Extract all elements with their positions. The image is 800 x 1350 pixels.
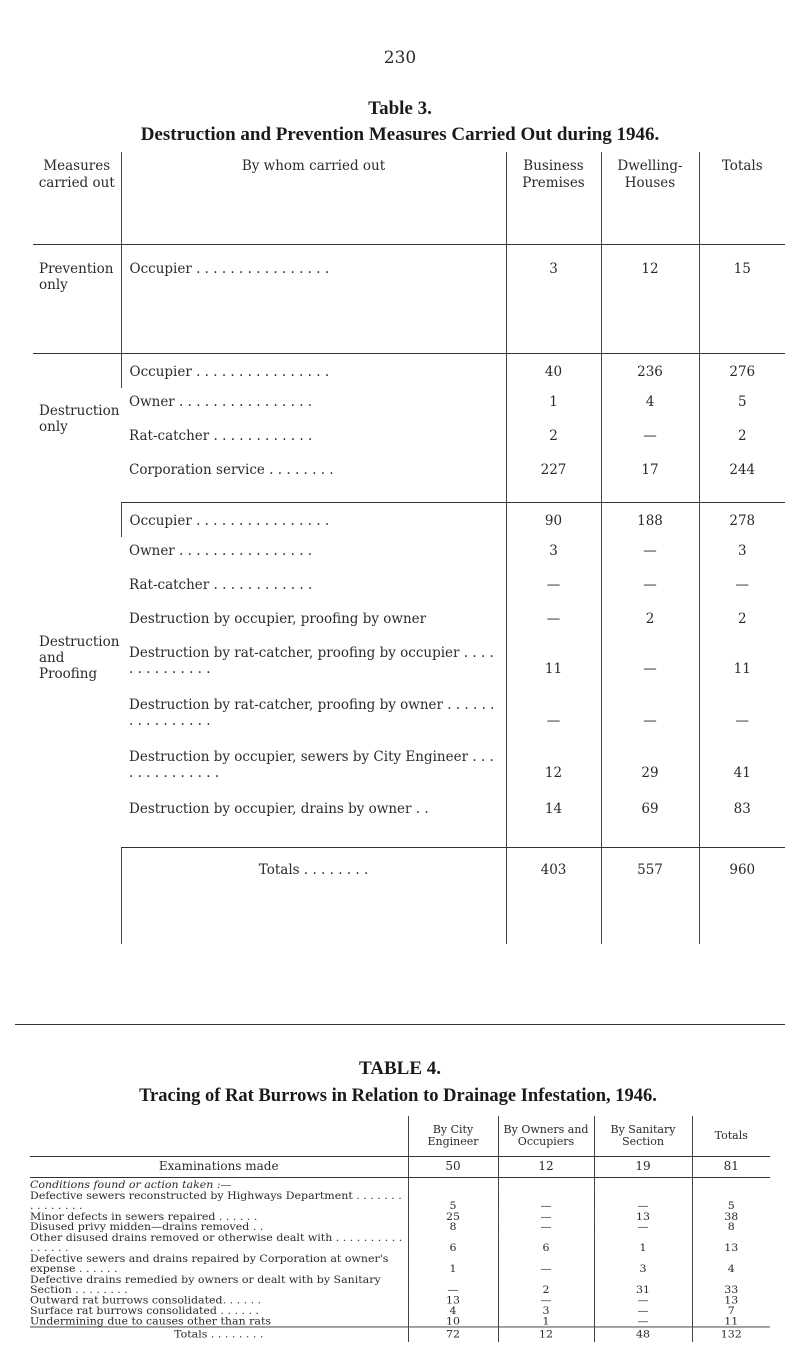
city-cell: 4 xyxy=(408,1306,498,1316)
condition-label: Defective sewers and drains repaired by Corporation at owner's expense . . . . . . xyxy=(30,1252,389,1275)
table3-header-measures: Measures carried out xyxy=(33,152,121,245)
dwelling-cell: — xyxy=(601,537,699,571)
total-cell: 38 xyxy=(692,1211,770,1221)
sanitary-cell: — xyxy=(594,1190,692,1211)
dwelling-cell: — xyxy=(601,422,699,456)
by-whom-cell: Occupier . . . . . . . . . . . . . . . . xyxy=(121,354,506,389)
total-cell: 8 xyxy=(692,1222,770,1232)
condition-label: Minor defects in sewers repaired . . . . . . xyxy=(30,1210,258,1223)
total-cell: 81 xyxy=(692,1157,770,1178)
owners-cell: — xyxy=(498,1295,594,1305)
total-cell: 244 xyxy=(699,456,785,503)
by-whom-cell: Occupier . . . . . . . . . . . . . . . . xyxy=(121,503,506,538)
business-cell: — xyxy=(506,605,601,639)
condition-label: Defective sewers reconstructed by Highways Department . . . . . . . . . . . . . . . xyxy=(30,1189,402,1212)
total-cell: 276 xyxy=(699,354,785,389)
table-row xyxy=(33,639,785,691)
conditions-heading: Conditions found or action taken :— xyxy=(30,1178,232,1191)
dwelling-cell: 29 xyxy=(601,743,699,795)
sanitary-total: 48 xyxy=(594,1327,692,1342)
total-cell: 2 xyxy=(699,605,785,639)
total-cell: 83 xyxy=(699,795,785,848)
business-cell: 2 xyxy=(506,422,601,456)
table-row xyxy=(33,422,785,456)
by-whom-cell: Corporation service . . . . . . . . xyxy=(121,456,506,503)
owners-cell: 2 xyxy=(498,1274,594,1295)
measure-label: Prevention only xyxy=(33,245,121,354)
condition-label: Undermining due to causes other than rats xyxy=(30,1315,272,1327)
condition-label: Outward rat burrows consolidated. . . . . . xyxy=(30,1294,262,1307)
sanitary-cell: 19 xyxy=(594,1157,692,1178)
business-cell: — xyxy=(506,571,601,605)
table-row xyxy=(30,1190,770,1211)
sanitary-cell: — xyxy=(594,1316,692,1327)
table3-header-by-whom: By whom carried out xyxy=(121,152,506,245)
condition-label: Disused privy midden—drains removed . . xyxy=(30,1220,264,1233)
total-cell: 7 xyxy=(692,1306,770,1316)
condition-label: Other disused drains removed or otherwise dealt with . . . . . . . . . . . . . . . . xyxy=(30,1231,403,1254)
table3-totals-row xyxy=(33,848,785,945)
city-cell: 1 xyxy=(408,1253,498,1274)
table4 xyxy=(30,1116,770,1178)
table-row xyxy=(33,456,785,503)
owners-cell: — xyxy=(498,1211,594,1221)
table4-header-row xyxy=(30,1116,770,1157)
condition-label: Defective drains remedied by owners or dealt with by Sanitary Section . . . . . . . . xyxy=(30,1273,381,1296)
table-row xyxy=(33,245,785,354)
examinations-label: Examinations made xyxy=(30,1157,408,1178)
business-cell: 90 xyxy=(506,503,601,538)
table3-header-row xyxy=(33,152,785,245)
table3-header-dwelling: Dwelling-Houses xyxy=(601,152,699,245)
table-row xyxy=(30,1316,770,1327)
total-cell: 15 xyxy=(699,245,785,354)
dwelling-cell: — xyxy=(601,639,699,691)
table-row xyxy=(33,388,785,422)
empty-cell xyxy=(594,1178,692,1190)
business-cell: 3 xyxy=(506,537,601,571)
total-cell: — xyxy=(699,691,785,743)
business-total: 403 xyxy=(506,848,601,945)
table3-title: Destruction and Prevention Measures Carried Out during 1946. xyxy=(140,124,660,145)
table4-label: TABLE 4. xyxy=(358,1058,441,1079)
table-row xyxy=(30,1306,770,1316)
dwelling-cell: — xyxy=(601,571,699,605)
table-row xyxy=(33,743,785,795)
table4-header-owners: By Owners and Occupiers xyxy=(498,1116,594,1157)
table-row xyxy=(33,503,785,538)
by-whom-cell: Destruction by occupier, sewers by City Engineer . . . . . . . . . . . . . . xyxy=(129,749,494,781)
dwelling-total: 557 xyxy=(601,848,699,945)
total-cell: 3 xyxy=(699,537,785,571)
table4-header-city: By City Engineer xyxy=(408,1116,498,1157)
measure-label xyxy=(33,354,121,503)
total-cell: 5 xyxy=(692,1190,770,1211)
by-whom-cell: Destruction by rat-catcher, proofing by occupier . . . . . . . . . . . . . . xyxy=(129,645,494,677)
totals-label: Totals . . . . . . . . xyxy=(30,1327,408,1342)
total-cell: 2 xyxy=(699,422,785,456)
table-row xyxy=(30,1222,770,1232)
total-cell: 11 xyxy=(699,639,785,691)
total-cell: 33 xyxy=(692,1274,770,1295)
by-whom-cell: Rat-catcher . . . . . . . . . . . . xyxy=(129,577,313,593)
owners-cell: — xyxy=(498,1190,594,1211)
empty-cell xyxy=(33,848,121,945)
business-cell: 12 xyxy=(506,743,601,795)
total-cell: 41 xyxy=(699,743,785,795)
owners-cell: — xyxy=(498,1253,594,1274)
business-cell: 3 xyxy=(506,245,601,354)
table-row xyxy=(30,1253,770,1274)
table-row xyxy=(30,1274,770,1295)
total-cell: 5 xyxy=(699,388,785,422)
by-whom-cell: Destruction by rat-catcher, proofing by owner . . . . . . . . . . . . . . . . xyxy=(129,697,495,729)
dwelling-cell: 12 xyxy=(601,245,699,354)
total-cell: 11 xyxy=(692,1316,770,1327)
table4-totals-row xyxy=(30,1327,770,1342)
dwelling-cell: 236 xyxy=(601,354,699,389)
city-cell: 13 xyxy=(408,1295,498,1305)
sanitary-cell: 31 xyxy=(594,1274,692,1295)
table4-conditions-table xyxy=(30,1178,770,1342)
grand-total: 132 xyxy=(692,1327,770,1342)
owners-cell: 12 xyxy=(498,1157,594,1178)
city-cell: 8 xyxy=(408,1222,498,1232)
city-cell: 5 xyxy=(408,1190,498,1211)
table3-label: Table 3. xyxy=(368,98,432,119)
dwelling-cell: 17 xyxy=(601,456,699,503)
table4-header-totals: Totals xyxy=(692,1116,770,1157)
table-row xyxy=(30,1178,770,1190)
table-row xyxy=(33,691,785,743)
table-row xyxy=(30,1232,770,1253)
sanitary-cell: 3 xyxy=(594,1253,692,1274)
table-row xyxy=(33,571,785,605)
page-number: 230 xyxy=(383,48,417,68)
measure-label xyxy=(33,503,121,848)
city-cell: 10 xyxy=(408,1316,498,1327)
totals-label: Totals . . . . . . . . xyxy=(121,848,506,945)
owners-cell: 1 xyxy=(498,1316,594,1327)
table-row xyxy=(33,354,785,389)
business-cell: 11 xyxy=(506,639,601,691)
owners-cell: — xyxy=(498,1222,594,1232)
city-cell: 50 xyxy=(408,1157,498,1178)
total-cell: 278 xyxy=(699,503,785,538)
by-whom-cell: Occupier . . . . . . . . . . . . . . . . xyxy=(121,245,506,354)
by-whom-cell: Destruction by occupier, drains by owner . . xyxy=(121,795,506,848)
total-cell: 13 xyxy=(692,1295,770,1305)
city-total: 72 xyxy=(408,1327,498,1342)
city-cell: — xyxy=(408,1274,498,1295)
measure-label-text: Destruction and Proofing xyxy=(39,634,120,682)
measure-label-text: Destruction only xyxy=(39,403,120,436)
empty-cell xyxy=(408,1178,498,1190)
table3 xyxy=(33,152,785,944)
dwelling-cell: 188 xyxy=(601,503,699,538)
table-row xyxy=(30,1157,770,1178)
table3-header-business: Business Premises xyxy=(506,152,601,245)
business-cell: 1 xyxy=(506,388,601,422)
by-whom-cell: Owner . . . . . . . . . . . . . . . . xyxy=(129,543,313,559)
sanitary-cell: 13 xyxy=(594,1211,692,1221)
by-whom-cell: Owner . . . . . . . . . . . . . . . . xyxy=(129,394,313,410)
sanitary-cell: 1 xyxy=(594,1232,692,1253)
condition-label: Surface rat burrows consolidated . . . . . . xyxy=(30,1304,259,1317)
dwelling-cell: 4 xyxy=(601,388,699,422)
sanitary-cell: — xyxy=(594,1306,692,1316)
dwelling-cell: 69 xyxy=(601,795,699,848)
empty-cell xyxy=(692,1178,770,1190)
table4-header-sanitary: By Sanitary Section xyxy=(594,1116,692,1157)
table4-title: Tracing of Rat Burrows in Relation to Drainage Infestation, 1946. xyxy=(139,1086,657,1106)
by-whom-cell: Destruction by occupier, proofing by owner xyxy=(129,611,427,627)
table-row xyxy=(33,537,785,571)
business-cell: 40 xyxy=(506,354,601,389)
owners-cell: 3 xyxy=(498,1306,594,1316)
owners-total: 12 xyxy=(498,1327,594,1342)
total-cell: 4 xyxy=(692,1253,770,1274)
sanitary-cell: — xyxy=(594,1222,692,1232)
grand-total: 960 xyxy=(699,848,785,945)
business-cell: — xyxy=(506,691,601,743)
table3-bottom-rule xyxy=(15,1024,785,1025)
by-whom-cell: Rat-catcher . . . . . . . . . . . . xyxy=(129,428,313,444)
empty-cell xyxy=(498,1178,594,1190)
total-cell: — xyxy=(699,571,785,605)
business-cell: 227 xyxy=(506,456,601,503)
total-cell: 13 xyxy=(692,1232,770,1253)
business-cell: 14 xyxy=(506,795,601,848)
table-row xyxy=(33,795,785,848)
dwelling-cell: 2 xyxy=(601,605,699,639)
city-cell: 6 xyxy=(408,1232,498,1253)
table-row xyxy=(33,605,785,639)
table4-header-blank xyxy=(30,1116,408,1157)
dwelling-cell: — xyxy=(601,691,699,743)
table3-header-totals: Totals xyxy=(699,152,785,245)
city-cell: 25 xyxy=(408,1211,498,1221)
sanitary-cell: — xyxy=(594,1295,692,1305)
owners-cell: 6 xyxy=(498,1232,594,1253)
